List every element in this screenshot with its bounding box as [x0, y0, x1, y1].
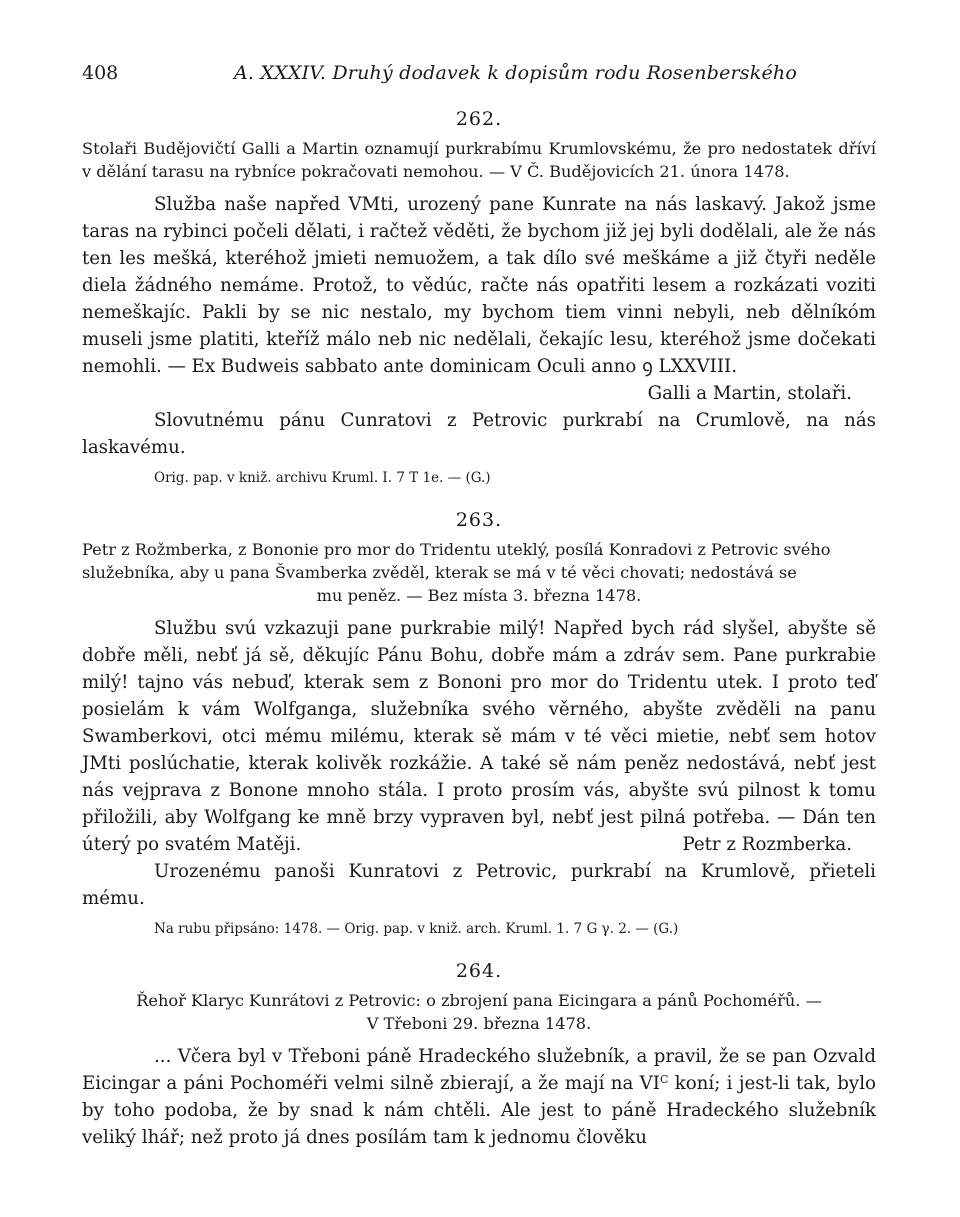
document-regest-line: mu peněz. — Bez místa 3. března 1478. — [316, 586, 642, 605]
document-body-text: Službu svú vzkazuji pane purkrabie milý! Napřed bych rád slyšel, abyšte sě dobře měli, nebť já sě, děkujíc Pánu Bohu, dobře mám a zdráv sem. Pane purkrabie milý! tajno vás nebuď, kterak sem z Bononi pro mor do Tridentu utek. I proto teď posielám k vám Wolfganga, služebníka svého věrného, abyšte zvěděli na panu Swamberkovi, otci mému milému, kterak sě mám v té věci mietie, nebť sem hotov JMti poslúchatie, kterak kolivěk rozkážie. A také sě nám peněz nedostává, nebť jest nás vejprava z Bonone mnoho stála. I proto prosím vás, abyšte svú pilnost k tomu přiložili, aby Wolfgang ke mně brzy vypraven byl, nebť jest pilná potřeba. — Dán ten úterý po svatém Matěji. — [82, 618, 876, 855]
document-address: Slovutnému pánu Cunratovi z Petrovic purkrabí na Crumlově, na nás laskavému. — [82, 410, 876, 458]
document-regest-line: Petr z Rožmberka, z Bononie pro mor do Tridentu uteklý, posílá Konradovi z Petrovic svého — [82, 540, 831, 559]
document-262 — [82, 108, 876, 489]
document-body: Služba naše napřed VMti, urozený pane Kunrate na nás laskavý. Jakož jsme taras na rybinci počeli dělati, i račtež věděti, že bychom již jej byli dodělali, ale že nás ten les mešká, kteréhož jmieti nemuožem, a tak dílo své meškáme a již čtyři neděle diela žádného nemáme. Protož, to vědúc, račte nás opatřiti lesem a rozkázati voziti nemeškajíc. Pakli by se nic nestalo, my bychom tiem vinni nebyli, neb dělníkóm museli jsme platiti, kteříž málo neb nic nedělali, čekajíc lesu, kteréhož jsme dočekati nemohli. — Ex Budweis sabbato ante dominicam Oculi anno ꝯ LXXVIII. — [82, 194, 876, 377]
book-page — [82, 52, 876, 1151]
running-title: A. XXXIV. Druhý dodavek k dopisům rodu Rosenberského — [234, 62, 797, 84]
document-number: 263. — [455, 509, 503, 531]
document-signature: Galli a Martin, stolaři. — [647, 383, 852, 404]
document-263 — [82, 509, 876, 940]
document-source-note: Orig. pap. v kniž. archivu Kruml. I. 7 T 1e. — (G.) — [154, 470, 491, 486]
document-signature: Petr z Rozmberka. — [682, 834, 852, 855]
document-body-text: ... Včera byl v Třeboni páně Hradeckého služebník, a pravil, že se pan Ozvald Eicingar a páni Pochoméři velmi silně zbierají, a že mají na VI — [82, 1046, 876, 1094]
document-body-text: koní; i jest-li tak, bylo by toho podoba, že by snad k nám chtěli. Ale jest to páně Hradeckého služebník veliký lhář; než proto já dnes posílám tam k jednomu člověku — [82, 1073, 876, 1148]
document-body — [82, 1043, 876, 1151]
page-number: 408 — [82, 62, 119, 84]
document-number: 262. — [455, 108, 503, 130]
document-body — [82, 615, 876, 858]
superscript: C — [659, 1073, 669, 1086]
document-regest-line: Řehoř Klaryc Kunrátovi z Petrovic: o zbrojení pana Eicingara a pánů Pochoméřů. — — [136, 991, 822, 1010]
document-source-note: Na rubu připsáno: 1478. — Orig. pap. v kniž. arch. Kruml. 1. 7 G γ. 2. — (G.) — [154, 921, 679, 937]
document-address: Urozenému panoši Kunratovi z Petrovic, purkrabí na Krumlově, přieteli mému. — [82, 861, 876, 909]
document-264 — [82, 960, 876, 1151]
document-regest: Stolaři Budějovičtí Galli a Martin oznamují purkrabímu Krumlovskému, že pro nedostatek dříví v dělání tarasu na rybníce pokračovati nemohou. — V Č. Budějovicích 21. února 1478. — [82, 139, 876, 181]
document-regest-line: služebníka, aby u pana Švamberka zvěděl, kterak se má v té věci chovati; nedostává se — [82, 563, 797, 582]
page-header — [82, 52, 876, 88]
document-regest-line: V Třeboni 29. března 1478. — [366, 1014, 592, 1033]
document-number: 264. — [455, 960, 503, 982]
